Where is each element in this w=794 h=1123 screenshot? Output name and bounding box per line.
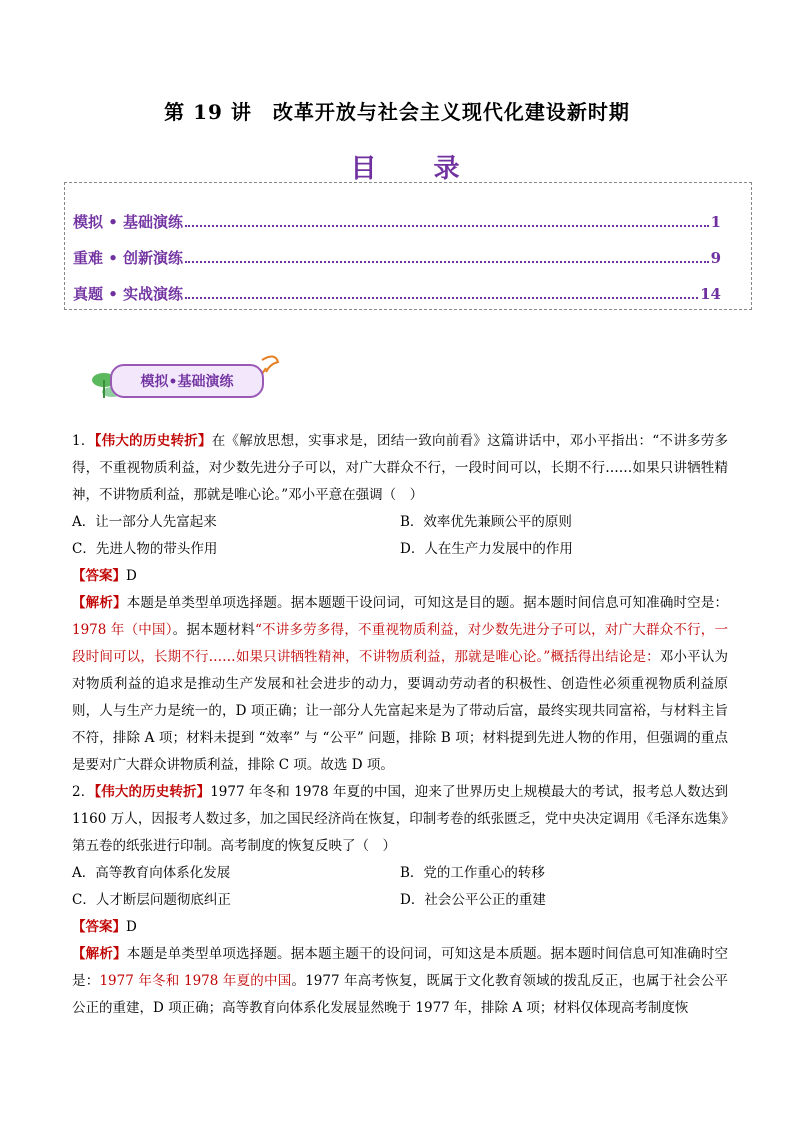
question-number: 2． (72, 784, 95, 800)
toc-item-page: 9 (710, 249, 721, 267)
question-stem: 1977 年冬和 1978 年夏的中国，迎来了世界历史上规模最大的考试，报考总人数达到 1160 万人，因报考人数过多，加之国民经济尚在恢复，印制考卷的纸张匮乏，党中央决定调用《毛泽东选集》第五卷的纸张进行印制。高考制度的恢复反映了（ ） (72, 784, 729, 854)
toc-item-page: 1 (710, 213, 721, 231)
question-tag: 【伟大的历史转折】 (94, 433, 212, 449)
analysis-text: 本题是单类型单项选择题。据本题主题干的设问词，可知这是本质题。据本题时间信息可知准确时空是： (72, 946, 729, 989)
analysis-tag: 【解析】 (72, 946, 127, 962)
question-number: 1． (72, 433, 95, 449)
answer-tag: 【答案】 (72, 919, 126, 935)
answer-value: D (126, 568, 137, 584)
answer-tag: 【答案】 (72, 568, 126, 584)
toc-item-label: 模拟 • 基础演练 (73, 213, 184, 231)
toc-item[interactable] (73, 283, 721, 304)
analysis-tag: 【解析】 (72, 595, 127, 611)
page-title: 第 19 讲 改革开放与社会主义现代化建设新时期 (164, 100, 630, 124)
analysis-time: 1977 年冬和 1978 年夏的中国 (99, 973, 292, 989)
option-d[interactable]: D．社会公平公正的重建 (400, 892, 546, 908)
option-c[interactable]: C．人才断层问题彻底纠正 (72, 892, 231, 908)
toc-leader-dots (185, 224, 709, 227)
question-1 (72, 428, 728, 509)
analysis-text: 。据本题材料 (172, 622, 255, 638)
toc-item[interactable] (73, 211, 721, 232)
options-row (72, 887, 728, 914)
question-tag: 【伟大的历史转折】 (94, 784, 211, 800)
options-row (72, 860, 728, 887)
option-b[interactable]: B．效率优先兼顾公平的原则 (400, 514, 572, 530)
section-badge (90, 350, 280, 400)
toc-leader-dots (185, 260, 709, 263)
toc-item[interactable] (73, 247, 721, 268)
analysis-text: 。1977 年高考恢复，既属于文化教育领域的拨乱反正，也属于社会公平公正的重建，D 项正确；高等教育向体系化发展显然晚于 1977 年，排除 A 项；材料仅体现高考制度恢 (72, 973, 729, 1016)
answer-line (72, 914, 728, 941)
question-2 (72, 779, 728, 860)
toc-item-page: 14 (700, 285, 721, 303)
options-row (72, 536, 728, 563)
question-stem: 在《解放思想，实事求是，团结一致向前看》这篇讲话中，邓小平指出：“不讲多劳多得，不重视物质利益，对少数先进分子可以，对广大群众不行，一段时间可以，长期不行……如果只讲牺牲精神，不讲物质利益，那就是唯心论。”邓小平意在强调（ ） (72, 433, 728, 503)
option-b[interactable]: B．党的工作重心的转移 (400, 865, 545, 881)
analysis-text: 邓小平认为对物质利益的追求是推动生产发展和社会进步的动力，要调动劳动者的积极性、创造性必须重视物质利益原则，人与生产力是统一的，D 项正确；让一部分人先富起来是为了带动后富，最终实现共同富裕，与材料主旨不符，排除 A 项；材料未提到 “效率” 与 “公平” 问题，排除 B 项；材料提到先进人物的作用，但强调的重点是要对广大群众讲物质利益，排除 C 项。故选 D 项。 (72, 649, 728, 773)
table-of-contents (64, 182, 752, 310)
analysis (72, 590, 728, 779)
option-c[interactable]: C．先进人物的带头作用 (72, 541, 218, 557)
section-badge-label: 模拟•基础演练 (110, 364, 264, 398)
analysis (72, 941, 728, 1022)
toc-leader-dots (185, 296, 698, 299)
toc-item-label: 重难 • 创新演练 (73, 249, 184, 267)
toc-item-label: 真题 • 实战演练 (73, 285, 184, 303)
analysis-material: “不讲多劳多得，不重视物质利益，对少数先进分子可以，对广大群众不行，一段时间可以，长期不行……如果只讲牺牲精神，不讲物质利益，那就是唯心论。”概括得出结论是： (72, 622, 728, 665)
toc-heading: 目 录 (350, 154, 484, 184)
analysis-time: 1978 年（中国） (72, 622, 173, 638)
option-d[interactable]: D．人在生产力发展中的作用 (400, 541, 573, 557)
question-content (72, 428, 728, 1022)
options-row (72, 509, 728, 536)
answer-value: D (126, 919, 137, 935)
answer-line (72, 563, 728, 590)
option-a[interactable]: A．让一部分人先富起来 (72, 514, 217, 530)
option-a[interactable]: A．高等教育向体系化发展 (72, 865, 231, 881)
analysis-text: 本题是单类型单项选择题。据本题题干设问词，可知这是目的题。据本题时间信息可知准确时空是： (126, 595, 729, 611)
